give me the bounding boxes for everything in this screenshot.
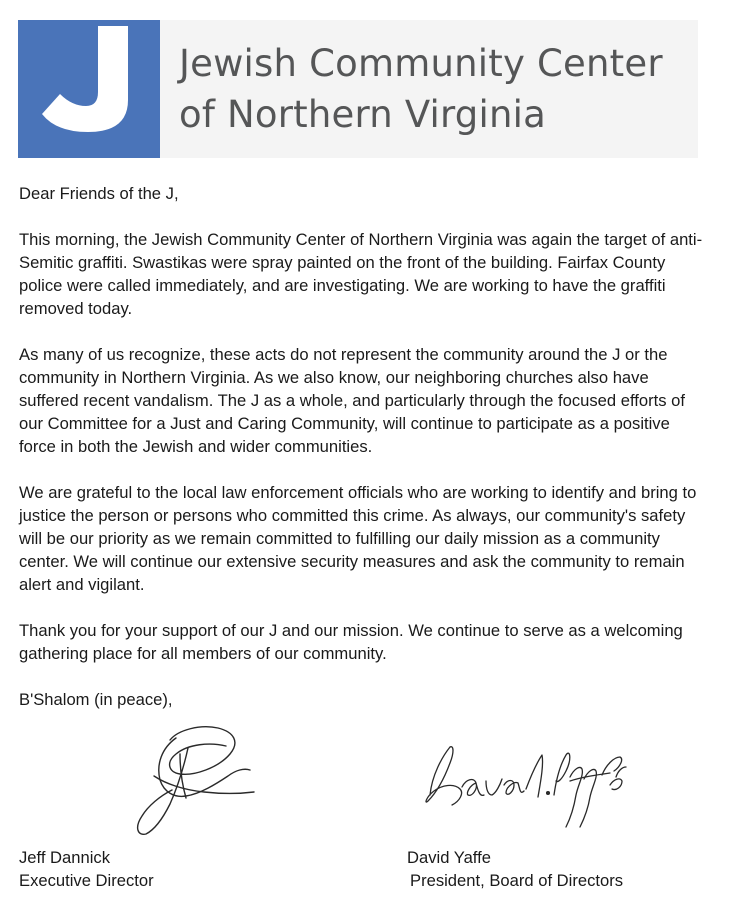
- org-name-line-2: of Northern Virginia: [179, 93, 546, 136]
- paragraph-3: We are grateful to the local law enforcement officials who are working to identify and bring to justice the person or persons who committed this crime. As always, our community's safety will be our priority as we remain committed to fulfilling our daily mission as a community center. We will continue our extensive security measures and ask the community to remain alert and vigilant.: [19, 483, 697, 594]
- paragraph-2: As many of us recognize, these acts do not represent the community around the J or the community in Northern Virginia. As we also know, our neighboring churches also have suffered recent vandalism. The J as a whole, and particularly through the focused efforts of our Committee for a Just and Caring Community, will continue to participate as a positive force in both the Jewish and wider communities.: [19, 345, 685, 456]
- signer-jeff-dannick: [19, 846, 154, 892]
- signer-name: David Yaffe: [407, 848, 491, 867]
- jeff-dannick-signature: [118, 718, 263, 838]
- signer-name: Jeff Dannick: [19, 848, 111, 867]
- letter-body: [19, 182, 709, 711]
- paragraph-1: This morning, the Jewish Community Center of Northern Virginia was again the target of anti-Semitic graffiti. Swastikas were spray painted on the front of the building. Fairfax County police were called immediately, and are investigating. We are working to have the graffiti removed today.: [19, 230, 703, 318]
- david-yaffe-signature: [420, 735, 635, 835]
- signer-title: Executive Director: [19, 871, 154, 890]
- letterhead: [18, 20, 698, 158]
- salutation: Dear Friends of the J,: [19, 184, 179, 203]
- j-logo-icon: [18, 20, 160, 158]
- closing: B'Shalom (in peace),: [19, 690, 173, 709]
- signer-david-yaffe: [407, 846, 623, 892]
- org-name-line-1: Jewish Community Center: [179, 42, 663, 85]
- organization-name: [179, 38, 663, 140]
- paragraph-4: Thank you for your support of our J and our mission. We continue to serve as a welcoming gathering place for all members of our community.: [19, 621, 683, 663]
- jcc-logo: [18, 20, 160, 158]
- signer-title: President, Board of Directors: [410, 871, 624, 890]
